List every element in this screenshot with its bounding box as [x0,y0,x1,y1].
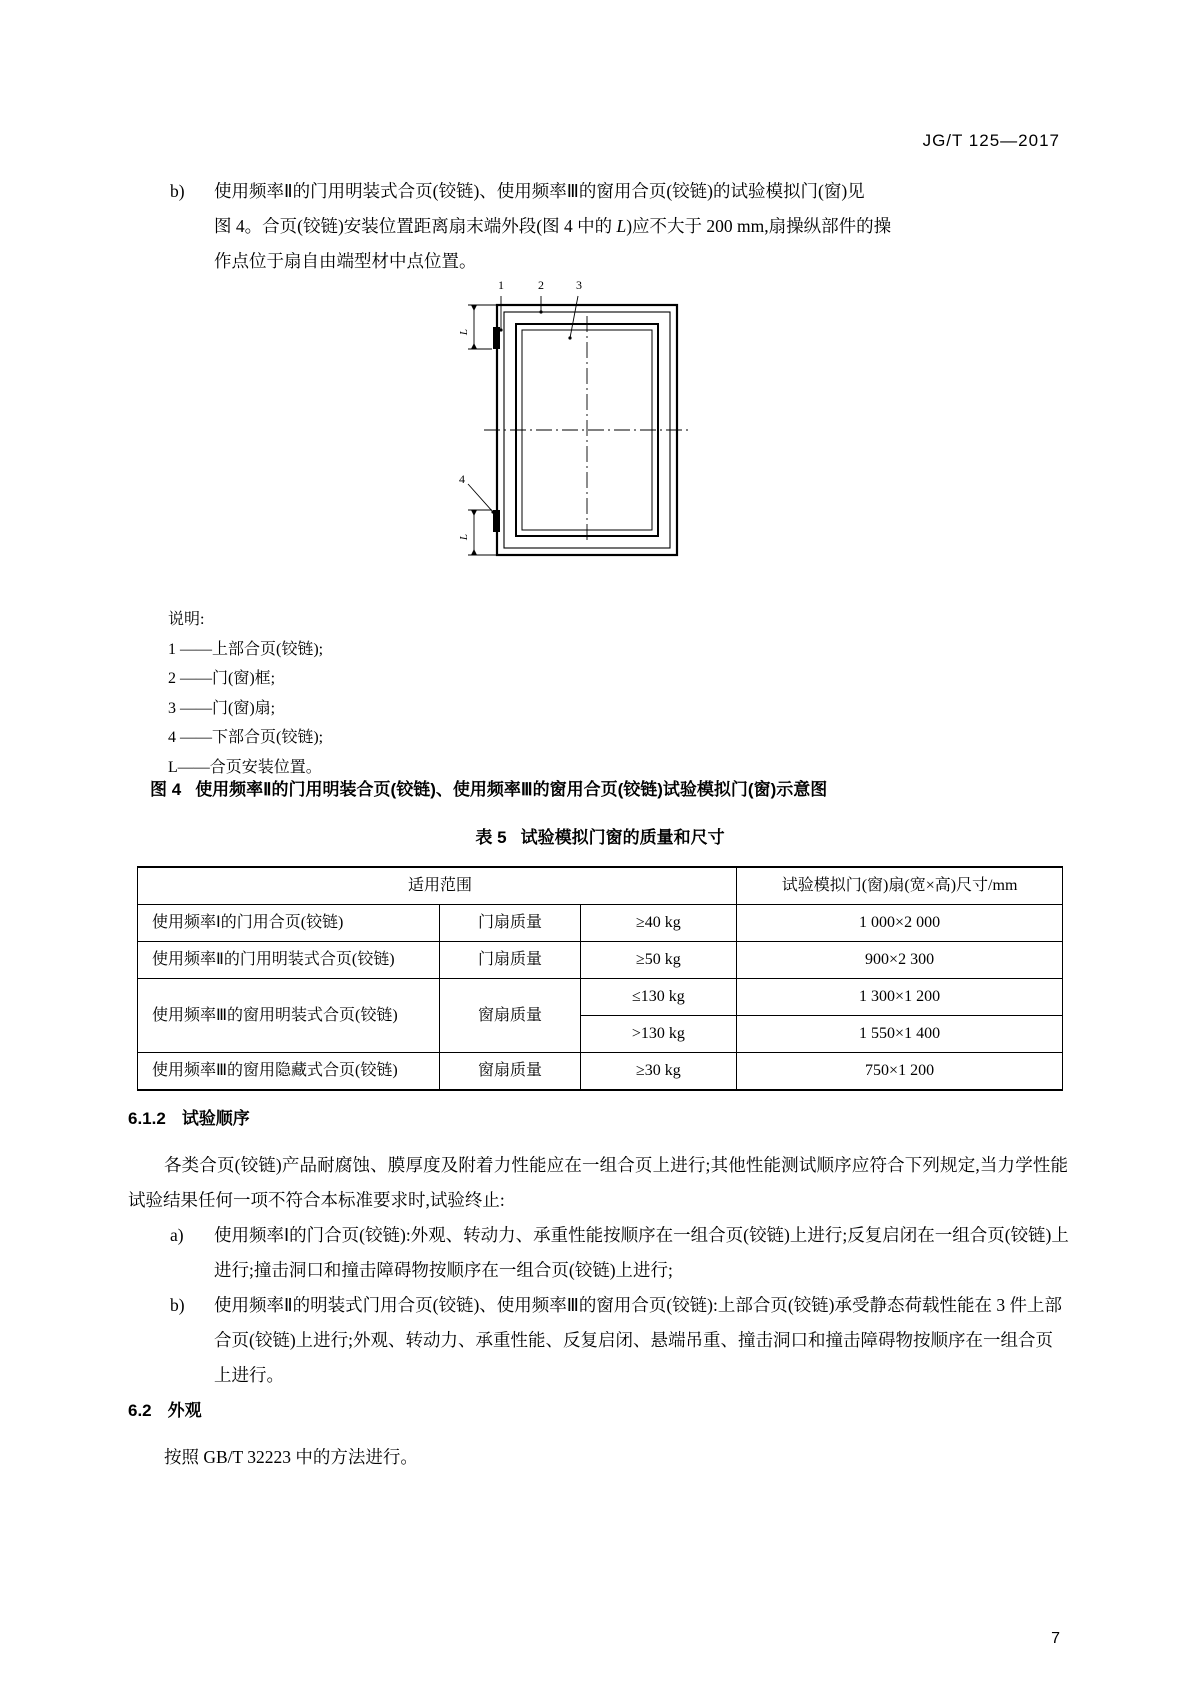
figure-caption-text: 使用频率Ⅱ的门用明装合页(铰链)、使用频率Ⅲ的窗用合页(铰链)试验模拟门(窗)示意图 [195,780,828,799]
sublist-6-1-2 [170,1218,1070,1393]
cell-scope: 使用频率Ⅲ的窗用明装式合页(铰链) [138,979,440,1053]
cell-scope: 使用频率Ⅰ的门用合页(铰链) [138,905,440,942]
table-header-size: 试验模拟门(窗)扇(宽×高)尺寸/mm [737,867,1063,905]
cell-mass-value: ≥30 kg [580,1053,736,1091]
item-b-line2a: 图 4。合页(铰链)安装位置距离扇末端外段(图 4 中的 [214,216,617,236]
heading-6-2 [128,1396,202,1421]
cell-size: 1 000×2 000 [737,905,1063,942]
heading-number: 6.1.2 [128,1109,166,1128]
heading-6-1-2 [128,1104,250,1129]
table-row [138,942,1063,979]
cell-mass-label: 窗扇质量 [440,1053,580,1091]
table-header-row [138,867,1063,905]
legend-item-3: 3 ——门(窗)扇; [168,699,276,717]
list-marker: b) [170,1295,185,1315]
cell-mass-value: ≤130 kg [580,979,736,1016]
item-b-line2c: )应不大于 200 mm,扇操纵部件的操 [626,216,892,236]
table-caption [0,823,1200,848]
legend-item-2: 2 ——门(窗)框; [168,670,276,687]
svg-text:1: 1 [498,278,504,292]
svg-text:L: L [458,533,470,541]
cell-scope: 使用频率Ⅲ的窗用隐藏式合页(铰链) [138,1053,440,1091]
cell-size: 750×1 200 [737,1053,1063,1091]
list-item-b-body [214,174,1030,279]
list-item-a-text: 使用频率Ⅰ的门合页(铰链):外观、转动力、承重性能按顺序在一组合页(铰链)上进行;反复启闭在一组合页(铰链)上进行;撞击洞口和撞击障碍物按顺序在一组合页(铰链)上进行; [214,1225,1069,1280]
list-marker: a) [170,1225,184,1245]
list-item-a [170,1218,1070,1288]
cell-mass-label: 门扇质量 [440,942,580,979]
list-marker: b) [170,181,185,201]
item-b-line1: 使用频率Ⅱ的门用明装式合页(铰链)、使用频率Ⅲ的窗用合页(铰链)的试验模拟门(窗)见 [214,181,865,201]
cell-size: 900×2 300 [737,942,1063,979]
cell-size: 1 300×1 200 [737,979,1063,1016]
svg-text:4: 4 [459,472,465,486]
page-number: 7 [1051,1630,1060,1647]
legend-item-4: 4 ——下部合页(铰链); [168,729,324,746]
symbol-L: L [616,216,627,236]
legend-item-L: L——合页安装位置。 [168,758,322,776]
cell-mass-label: 门扇质量 [440,905,580,942]
figure-caption [150,775,1050,800]
figure-4-drawing [440,272,760,592]
legend-title: 说明: [168,611,205,628]
heading-number: 6.2 [128,1401,152,1420]
cell-scope: 使用频率Ⅱ的门用明装式合页(铰链) [138,942,440,979]
legend-item-1: 1 ——上部合页(铰链); [168,640,324,658]
table-row [138,979,1063,1016]
cell-mass-value: ≥50 kg [580,942,736,979]
svg-text:L: L [458,328,470,336]
cell-size: 1 550×1 400 [737,1016,1063,1053]
figure-legend [168,605,323,782]
table-caption-text: 试验模拟门窗的质量和尺寸 [520,828,725,847]
cell-mass-value: ≥40 kg [580,905,736,942]
table-caption-label: 表 5 [475,828,507,847]
paragraph-6-1-2: 各类合页(铰链)产品耐腐蚀、膜厚度及附着力性能应在一组合页上进行;其他性能测试顺序应符合下列规定,当力学性能试验结果任何一项不符合本标准要求时,试验终止: [128,1155,1068,1210]
svg-text:2: 2 [538,278,544,292]
item-b-line3: 作点位于扇自由端型材中点位置。 [214,251,477,271]
heading-title: 试验顺序 [181,1109,250,1128]
table-row [138,1053,1063,1091]
figure-caption-label: 图 4 [150,780,182,799]
heading-title: 外观 [167,1401,202,1420]
list-item-b2-text: 使用频率Ⅱ的明装式门用合页(铰链)、使用频率Ⅲ的窗用合页(铰链):上部合页(铰链)承受静态荷载性能在 3 件上部合页(铰链)上进行;外观、转动力、承重性能、反复启闭、悬端吊重、撞击洞口和撞击障碍物按顺序在一组合页上进行。 [214,1295,1063,1385]
paragraph-6-2: 按照 GB/T 32223 中的方法进行。 [164,1447,418,1467]
svg-text:3: 3 [576,278,582,292]
list-item-b [170,174,1030,279]
table-header-scope: 适用范围 [138,867,737,905]
cell-mass-value: >130 kg [580,1016,736,1053]
page-header: JG/T 125—2017 [922,131,1060,150]
cell-mass-label: 窗扇质量 [440,979,580,1053]
figure-4 [440,272,760,592]
list-item-b2 [170,1288,1070,1393]
table-5 [137,866,1063,1091]
table-row [138,905,1063,942]
